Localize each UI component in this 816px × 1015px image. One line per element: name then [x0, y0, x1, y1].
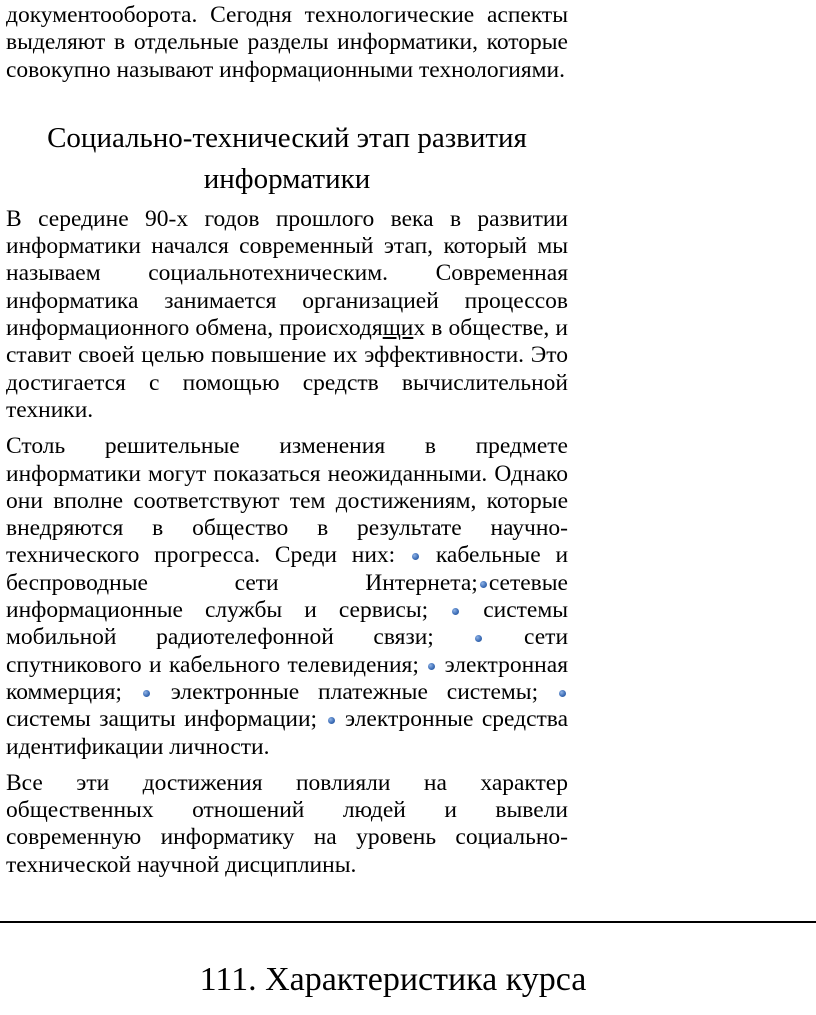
section-paragraph-3: Все эти достижения повлияли на характер общественных отношений людей и вывели современную информатику на уровень социально-технической научной дисциплины.: [6, 769, 568, 878]
paragraph-2-lead: Столь решительные изменения в предмете информатики могут показаться неожиданными. Однако они вполне соответствуют тем достижениям, которые внедряются в общество в результате научно-технического прогресса. Среди них:: [6, 433, 568, 569]
list-item: сети спутникового и кабельного телевидения;: [6, 624, 569, 678]
list-item: сетевые информационные службы и сервисы;: [6, 569, 568, 624]
next-section-title: 111. Характеристика курса: [199, 961, 587, 998]
intro-paragraph: документооборота. Сегодня технологические аспекты выделяют в отдельные разделы информатики, которые совокупно называют информационными технологиями.: [6, 2, 568, 83]
list-item: системы мобильной радиотелефонной связи;: [6, 597, 568, 651]
paragraph-1-text-end: х в обществе, и ставит своей целью повышение их эффективности. Это достигается с помощью средств вычислительной техники.: [6, 315, 568, 423]
blue-dot-bullet-icon: [559, 690, 566, 697]
list-item: электронная коммерция;: [6, 651, 568, 705]
list-item: электронные платежные системы;: [170, 678, 539, 705]
paragraph-1-text-start: В середине 90-х годов прошлого века в развитии информатики начался современный этап, который мы называем социальнотехническим. Современная информатика занимается организацией процессов информационного обмена, происходя: [6, 205, 568, 342]
underlined-fragment: щи: [382, 315, 414, 342]
blue-dot-bullet-icon: [143, 690, 150, 697]
section-paragraph-2: [6, 433, 568, 761]
blue-dot-bullet-icon: [480, 581, 487, 588]
section-paragraph-1: [6, 206, 568, 424]
list-item: системы защиты информации;: [6, 706, 318, 733]
document-page: [6, 0, 568, 879]
blue-dot-bullet-icon: [452, 608, 459, 615]
blue-dot-bullet-icon: [475, 635, 482, 642]
blue-dot-bullet-icon: [412, 553, 419, 560]
blue-dot-bullet-icon: [328, 717, 335, 724]
section-heading: Социально-технический этап развития информатики: [47, 121, 527, 195]
list-item: электронные средства идентификации личности.: [6, 706, 569, 760]
blue-dot-bullet-icon: [428, 663, 435, 670]
horizontal-divider: [0, 921, 816, 923]
list-item: кабельные и беспроводные сети Интернета;: [6, 542, 569, 596]
